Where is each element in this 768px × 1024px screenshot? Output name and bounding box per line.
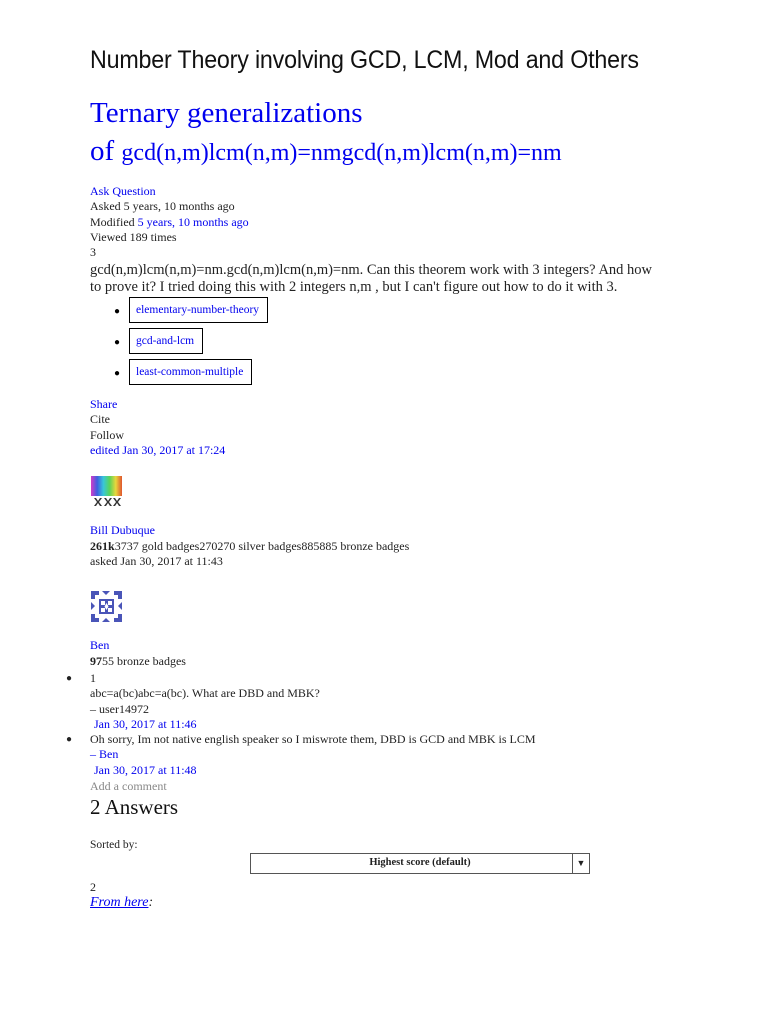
comment-date-link[interactable]: Jan 30, 2017 at 11:46: [94, 716, 197, 731]
question-body: [90, 262, 690, 296]
answer-score: 2: [90, 880, 96, 894]
sort-select[interactable]: [250, 853, 590, 874]
add-comment-link[interactable]: Add a comment: [90, 779, 167, 793]
asker-reputation: 97: [90, 653, 102, 668]
comment-author[interactable]: – user14972: [90, 701, 149, 716]
comment-date-link[interactable]: Jan 30, 2017 at 11:48: [94, 762, 197, 777]
editor-card: [90, 523, 409, 570]
bullet-icon: ●: [114, 337, 121, 348]
sort-selected-value: Highest score (default): [369, 857, 471, 868]
comment-item: [0, 671, 700, 732]
bullet-icon: ●: [66, 734, 73, 746]
asked-timestamp: asked Jan 30, 2017 at 11:43: [90, 554, 223, 568]
down-arrow-icon[interactable]: ▼: [572, 854, 589, 873]
edited-date-link[interactable]: edited Jan 30, 2017 at 17:24: [90, 442, 226, 457]
question-body-line-2: to prove it? I tried doing this with 2 integers n,m , but I can't figure out how to do it with 3.: [90, 279, 618, 295]
share-link[interactable]: Share: [90, 397, 118, 411]
follow-button[interactable]: Follow: [90, 427, 125, 442]
bullet-icon: ●: [66, 673, 73, 684]
question-title-of[interactable]: of: [90, 135, 122, 167]
modified-date-link[interactable]: 5 years, 10 months ago: [137, 214, 249, 229]
comment-text: Oh sorry, Im not native english speaker so I miswrote them, DBD is GCD and MBK is LCM: [90, 732, 536, 747]
from-here-link[interactable]: From here: [90, 895, 149, 910]
modified-label: Modified: [90, 214, 138, 229]
asker-name-link[interactable]: Ben: [90, 638, 110, 652]
asker-card: [90, 638, 186, 669]
ask-question-link[interactable]: Ask Question: [90, 184, 156, 198]
cite-button[interactable]: Cite: [90, 412, 110, 427]
tag-gcd-and-lcm[interactable]: gcd-and-lcm: [129, 328, 203, 354]
editor-reputation: 261k: [90, 538, 115, 553]
asker-badges: 55 bronze badges: [102, 653, 186, 668]
editor-name-link[interactable]: Bill Dubuque: [90, 523, 155, 537]
question-title[interactable]: [90, 94, 730, 172]
question-score: 3: [90, 245, 96, 260]
answers-heading: 2 Answers: [90, 795, 179, 819]
tag-least-common-multiple[interactable]: least-common-multiple: [129, 359, 252, 385]
comment-item: [0, 732, 700, 778]
comment-list: [0, 671, 700, 778]
question-meta: [90, 184, 249, 260]
rainbow-identicon[interactable]: [91, 476, 122, 507]
view-count: Viewed 189 times: [90, 229, 177, 244]
tag-elementary-number-theory[interactable]: elementary-number-theory: [129, 297, 268, 323]
question-title-math-plain[interactable]: gcd(n,m)lcm(n,m)=nm: [341, 140, 562, 166]
bullet-icon: ●: [114, 368, 121, 379]
comment-author-link[interactable]: – Ben: [90, 747, 119, 762]
editor-badges: 3737 gold badges270270 silver badges885885 bronze badges: [114, 538, 410, 553]
from-here-colon: :: [148, 895, 154, 910]
post-actions: [90, 397, 225, 458]
blue-identicon[interactable]: [91, 591, 122, 622]
question-body-line-1: gcd(n,m)lcm(n,m)=nm.gcd(n,m)lcm(n,m)=nm. Can this theorem work with 3 integers? And how: [90, 262, 653, 278]
comment-text: abc=a(bc)abc=a(bc). What are DBD and MBK?: [90, 686, 320, 701]
question-title-prefix[interactable]: Ternary generalizations: [90, 97, 363, 129]
bullet-icon: ●: [114, 306, 121, 317]
sorted-by-label: Sorted by:: [90, 839, 138, 851]
question-title-math[interactable]: gcd(n,m)lcm(n,m)=nm: [121, 140, 342, 166]
answer-body: [90, 895, 153, 911]
asked-date: Asked 5 years, 10 months ago: [90, 199, 235, 214]
comment-score: 1: [90, 671, 96, 685]
document-title: Number Theory involving GCD, LCM, Mod and Others: [90, 46, 639, 74]
